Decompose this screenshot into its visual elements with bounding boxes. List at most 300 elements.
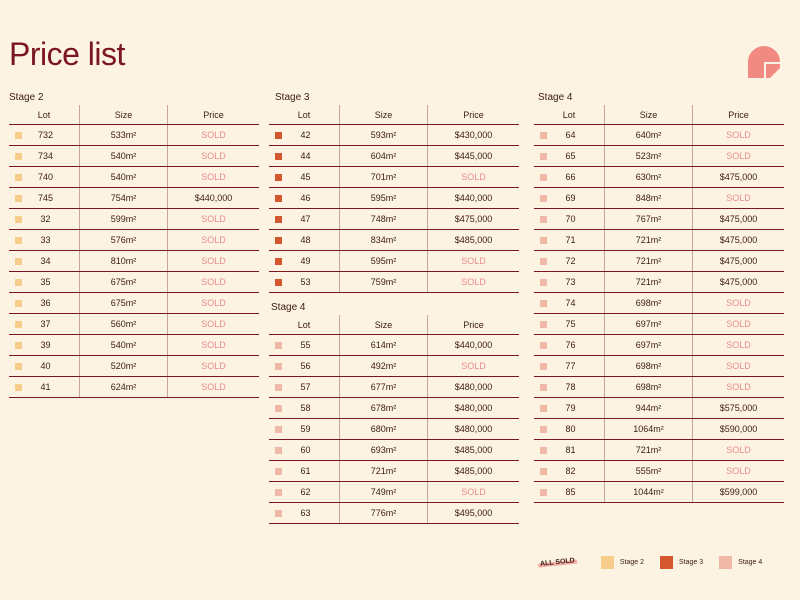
size-header: Size — [79, 105, 168, 124]
table-row — [9, 377, 259, 398]
stage-swatch — [15, 363, 22, 370]
size-cell: 604m² — [339, 146, 428, 166]
size-cell: 523m² — [604, 146, 693, 166]
lot-cell — [269, 146, 339, 166]
lot-number: 71 — [565, 235, 576, 245]
table-row — [269, 356, 519, 377]
stage-swatch — [275, 132, 282, 139]
size-cell: 721m² — [604, 440, 693, 460]
lot-number: 70 — [565, 214, 576, 224]
lot-number: 81 — [565, 445, 576, 455]
lot-number: 79 — [565, 403, 576, 413]
stage-swatch — [275, 489, 282, 496]
lot-number: 740 — [37, 172, 54, 182]
lot-cell — [534, 251, 604, 271]
table-row — [9, 293, 259, 314]
table-row — [534, 167, 784, 188]
lot-cell — [534, 419, 604, 439]
lot-cell — [269, 335, 339, 355]
size-header: Size — [339, 315, 428, 334]
table-header — [9, 105, 259, 125]
size-cell: 1064m² — [604, 419, 693, 439]
lot-cell — [9, 314, 79, 334]
table-row — [9, 167, 259, 188]
table-row — [534, 440, 784, 461]
price-cell: SOLD — [201, 319, 226, 329]
table-row — [534, 146, 784, 167]
lot-header: Lot — [297, 109, 311, 120]
size-cell: 678m² — [339, 398, 428, 418]
lot-header: Lot — [37, 109, 51, 120]
stage-swatch — [540, 300, 547, 307]
price-cell: SOLD — [726, 445, 751, 455]
lot-number: 41 — [40, 382, 51, 392]
size-cell: 767m² — [604, 209, 693, 229]
price-cell: SOLD — [726, 298, 751, 308]
price-cell: SOLD — [461, 277, 486, 287]
table-row — [9, 314, 259, 335]
size-cell: 675m² — [79, 293, 168, 313]
table-header — [269, 105, 519, 125]
table-row — [534, 125, 784, 146]
table-row — [534, 188, 784, 209]
lot-cell — [534, 440, 604, 460]
lot-cell — [269, 356, 339, 376]
legend-item-stage3 — [660, 556, 703, 569]
table-row — [534, 356, 784, 377]
stage4-title: Stage 4 — [271, 302, 306, 313]
price-cell: SOLD — [201, 361, 226, 371]
table-row — [269, 188, 519, 209]
lot-number: 85 — [565, 487, 576, 497]
price-cell: SOLD — [461, 256, 486, 266]
lot-cell — [269, 377, 339, 397]
price-cell: $495,000 — [454, 508, 493, 518]
lot-number: 59 — [300, 424, 311, 434]
stage-swatch — [540, 342, 547, 349]
size-cell: 810m² — [79, 251, 168, 271]
lot-number: 40 — [40, 361, 51, 371]
price-cell: SOLD — [461, 487, 486, 497]
lot-cell — [269, 125, 339, 145]
table-row — [534, 272, 784, 293]
lot-cell — [534, 146, 604, 166]
lot-number: 58 — [300, 403, 311, 413]
table-row — [269, 461, 519, 482]
size-cell: 533m² — [79, 125, 168, 145]
legend-label: Stage 3 — [679, 558, 704, 566]
table-row — [9, 125, 259, 146]
lot-cell — [534, 230, 604, 250]
table-row — [269, 125, 519, 146]
price-cell: SOLD — [726, 319, 751, 329]
table-row — [269, 482, 519, 503]
lot-cell — [269, 209, 339, 229]
stage-swatch — [540, 216, 547, 223]
price-header: Price — [203, 110, 224, 120]
stage-swatch — [15, 342, 22, 349]
table-row — [269, 167, 519, 188]
lot-cell — [534, 209, 604, 229]
price-header: Price — [463, 320, 484, 330]
stage-swatch — [275, 468, 282, 475]
stage-swatch — [15, 216, 22, 223]
price-cell: SOLD — [726, 382, 751, 392]
lot-number: 66 — [565, 172, 576, 182]
stage-swatch — [540, 279, 547, 286]
size-cell: 721m² — [604, 272, 693, 292]
stage-swatch — [540, 237, 547, 244]
stage2-swatch — [601, 556, 614, 569]
price-cell: $485,000 — [454, 445, 493, 455]
table-row — [534, 314, 784, 335]
size-cell: 698m² — [604, 377, 693, 397]
size-cell: 520m² — [79, 356, 168, 376]
stage-swatch — [15, 132, 22, 139]
lot-cell — [269, 461, 339, 481]
price-cell: $475,000 — [719, 214, 758, 224]
legend — [538, 555, 778, 569]
stage-swatch — [275, 510, 282, 517]
price-cell: $440,000 — [454, 193, 493, 203]
table-row — [269, 440, 519, 461]
lot-number: 46 — [300, 193, 311, 203]
stage-swatch — [275, 405, 282, 412]
lot-number: 47 — [300, 214, 311, 224]
price-cell: SOLD — [726, 340, 751, 350]
price-cell: $475,000 — [719, 235, 758, 245]
lot-cell — [269, 503, 339, 523]
lot-cell — [9, 377, 79, 397]
price-cell: SOLD — [201, 256, 226, 266]
lot-cell — [269, 272, 339, 292]
all-sold-badge: ALL SOLD — [538, 555, 578, 568]
size-cell: 630m² — [604, 167, 693, 187]
table-row — [269, 251, 519, 272]
price-cell: SOLD — [201, 298, 226, 308]
lot-number: 72 — [565, 256, 576, 266]
table-row — [534, 230, 784, 251]
stage-swatch — [15, 174, 22, 181]
price-cell: $430,000 — [454, 130, 493, 140]
lot-number: 45 — [300, 172, 311, 182]
lot-number: 60 — [300, 445, 311, 455]
lot-header: Lot — [297, 319, 311, 330]
stage-swatch — [540, 153, 547, 160]
lot-cell — [534, 167, 604, 187]
lot-cell — [269, 251, 339, 271]
price-cell: SOLD — [201, 151, 226, 161]
lot-number: 35 — [40, 277, 51, 287]
lot-cell — [534, 461, 604, 481]
stage-swatch — [15, 300, 22, 307]
stage-swatch — [275, 363, 282, 370]
lot-number: 76 — [565, 340, 576, 350]
table-row — [534, 251, 784, 272]
table-row — [534, 398, 784, 419]
size-cell: 721m² — [604, 251, 693, 271]
price-cell: $575,000 — [719, 403, 758, 413]
lot-cell — [9, 209, 79, 229]
lot-number: 56 — [300, 361, 311, 371]
table-row — [534, 482, 784, 503]
stage-swatch — [15, 279, 22, 286]
stage-swatch — [540, 132, 547, 139]
size-cell: 540m² — [79, 335, 168, 355]
size-cell: 540m² — [79, 167, 168, 187]
lot-cell — [534, 482, 604, 502]
stage4-middle-table — [269, 301, 519, 524]
price-cell: SOLD — [726, 193, 751, 203]
lot-number: 48 — [300, 235, 311, 245]
lot-cell — [269, 482, 339, 502]
lot-number: 37 — [40, 319, 51, 329]
size-cell: 944m² — [604, 398, 693, 418]
stage-swatch — [15, 153, 22, 160]
lot-number: 57 — [300, 382, 311, 392]
lot-cell — [9, 230, 79, 250]
lot-number: 42 — [300, 130, 311, 140]
stage4-right-table — [534, 91, 784, 503]
price-cell: SOLD — [726, 130, 751, 140]
stage-swatch — [275, 447, 282, 454]
size-cell: 698m² — [604, 356, 693, 376]
stage3-title: Stage 3 — [275, 92, 310, 103]
lot-cell — [534, 272, 604, 292]
table-row — [9, 356, 259, 377]
lot-number: 53 — [300, 277, 311, 287]
stage-swatch — [540, 321, 547, 328]
lot-number: 39 — [40, 340, 51, 350]
table-row — [269, 209, 519, 230]
legend-label: Stage 4 — [738, 558, 763, 566]
price-cell: $475,000 — [719, 277, 758, 287]
lot-number: 64 — [565, 130, 576, 140]
lot-cell — [534, 125, 604, 145]
price-header: Price — [463, 110, 484, 120]
lot-cell — [534, 356, 604, 376]
price-cell: SOLD — [201, 214, 226, 224]
lot-number: 49 — [300, 256, 311, 266]
price-cell: SOLD — [461, 172, 486, 182]
table-row — [269, 503, 519, 524]
lot-cell — [534, 293, 604, 313]
table-row — [269, 335, 519, 356]
stage-swatch — [540, 174, 547, 181]
lot-cell — [269, 188, 339, 208]
table-row — [534, 461, 784, 482]
size-cell: 697m² — [604, 314, 693, 334]
price-cell: SOLD — [726, 466, 751, 476]
size-cell: 749m² — [339, 482, 428, 502]
size-cell: 759m² — [339, 272, 428, 292]
table-row — [534, 293, 784, 314]
lot-cell — [534, 335, 604, 355]
size-cell: 640m² — [604, 125, 693, 145]
lot-cell — [9, 167, 79, 187]
lot-number: 33 — [40, 235, 51, 245]
stage-swatch — [540, 489, 547, 496]
price-cell: SOLD — [461, 361, 486, 371]
price-cell: SOLD — [201, 382, 226, 392]
lot-header: Lot — [562, 109, 576, 120]
table-row — [534, 335, 784, 356]
lot-number: 55 — [300, 340, 311, 350]
stage4-swatch — [719, 556, 732, 569]
price-cell: SOLD — [201, 172, 226, 182]
size-cell: 599m² — [79, 209, 168, 229]
lot-number: 65 — [565, 151, 576, 161]
lot-cell — [269, 419, 339, 439]
stage-swatch — [275, 216, 282, 223]
stage2-title: Stage 2 — [9, 92, 44, 103]
legend-item-stage2 — [601, 556, 644, 569]
size-cell: 675m² — [79, 272, 168, 292]
size-cell: 576m² — [79, 230, 168, 250]
price-cell: $475,000 — [454, 214, 493, 224]
stage-swatch — [540, 363, 547, 370]
size-cell: 1044m² — [604, 482, 693, 502]
stage-swatch — [15, 258, 22, 265]
price-header: Price — [728, 110, 749, 120]
stage-swatch — [275, 174, 282, 181]
lot-cell — [9, 188, 79, 208]
lot-number: 44 — [300, 151, 311, 161]
stage2-table — [9, 91, 259, 398]
size-cell: 677m² — [339, 377, 428, 397]
stage-swatch — [275, 279, 282, 286]
price-cell: $599,000 — [719, 487, 758, 497]
lot-number: 745 — [37, 193, 54, 203]
table-row — [534, 377, 784, 398]
lot-number: 82 — [565, 466, 576, 476]
stage-swatch — [540, 384, 547, 391]
price-cell: $480,000 — [454, 424, 493, 434]
table-row — [9, 209, 259, 230]
stage-swatch — [540, 447, 547, 454]
table-header — [534, 105, 784, 125]
price-cell: $475,000 — [719, 256, 758, 266]
lot-cell — [269, 230, 339, 250]
table-row — [9, 251, 259, 272]
lot-cell — [534, 377, 604, 397]
stage-swatch — [275, 237, 282, 244]
size-cell: 693m² — [339, 440, 428, 460]
size-cell: 754m² — [79, 188, 168, 208]
lot-cell — [534, 188, 604, 208]
stage-swatch — [15, 321, 22, 328]
stage4-title: Stage 4 — [538, 92, 573, 103]
brand-logo-icon — [746, 44, 782, 80]
size-cell: 701m² — [339, 167, 428, 187]
price-cell: $480,000 — [454, 403, 493, 413]
stage-swatch — [275, 342, 282, 349]
price-cell: $480,000 — [454, 382, 493, 392]
stage-swatch — [275, 258, 282, 265]
lot-number: 69 — [565, 193, 576, 203]
lot-number: 732 — [37, 130, 54, 140]
table-row — [9, 335, 259, 356]
stage-swatch — [275, 384, 282, 391]
size-cell: 614m² — [339, 335, 428, 355]
price-cell: $485,000 — [454, 466, 493, 476]
size-cell: 595m² — [339, 188, 428, 208]
size-cell: 848m² — [604, 188, 693, 208]
size-cell: 492m² — [339, 356, 428, 376]
stage3-table — [269, 91, 519, 293]
stage-swatch — [540, 258, 547, 265]
size-cell: 721m² — [339, 461, 428, 481]
size-cell: 698m² — [604, 293, 693, 313]
size-cell: 776m² — [339, 503, 428, 523]
size-cell: 593m² — [339, 125, 428, 145]
size-cell: 721m² — [604, 230, 693, 250]
table-row — [269, 377, 519, 398]
lot-cell — [534, 314, 604, 334]
size-cell: 697m² — [604, 335, 693, 355]
lot-number: 34 — [40, 256, 51, 266]
stage-swatch — [15, 195, 22, 202]
table-row — [9, 146, 259, 167]
table-row — [269, 272, 519, 293]
price-cell: SOLD — [201, 130, 226, 140]
stage-swatch — [540, 426, 547, 433]
table-row — [9, 188, 259, 209]
lot-cell — [9, 146, 79, 166]
table-row — [9, 272, 259, 293]
table-row — [9, 230, 259, 251]
size-cell: 834m² — [339, 230, 428, 250]
table-row — [269, 419, 519, 440]
size-cell: 680m² — [339, 419, 428, 439]
legend-item-stage4 — [719, 556, 762, 569]
stage-swatch — [275, 426, 282, 433]
price-cell: $590,000 — [719, 424, 758, 434]
lot-cell — [9, 272, 79, 292]
lot-number: 73 — [565, 277, 576, 287]
size-header: Size — [604, 105, 693, 124]
lot-number: 77 — [565, 361, 576, 371]
lot-number: 734 — [37, 151, 54, 161]
stage-swatch — [275, 153, 282, 160]
size-header: Size — [339, 105, 428, 124]
price-cell: SOLD — [726, 361, 751, 371]
price-cell: SOLD — [201, 277, 226, 287]
stage-swatch — [540, 468, 547, 475]
stage-swatch — [15, 384, 22, 391]
price-cell: SOLD — [726, 151, 751, 161]
lot-number: 62 — [300, 487, 311, 497]
size-cell: 560m² — [79, 314, 168, 334]
price-cell: $475,000 — [719, 172, 758, 182]
size-cell: 555m² — [604, 461, 693, 481]
lot-cell — [9, 125, 79, 145]
lot-number: 80 — [565, 424, 576, 434]
lot-cell — [9, 356, 79, 376]
lot-cell — [9, 293, 79, 313]
lot-cell — [269, 167, 339, 187]
lot-number: 75 — [565, 319, 576, 329]
legend-label: Stage 2 — [619, 558, 645, 566]
price-cell: $440,000 — [194, 193, 233, 203]
table-row — [534, 419, 784, 440]
price-cell: SOLD — [201, 340, 226, 350]
lot-cell — [269, 398, 339, 418]
stage3-swatch — [660, 556, 673, 569]
lot-number: 32 — [40, 214, 51, 224]
price-cell: $485,000 — [454, 235, 493, 245]
size-cell: 624m² — [79, 377, 168, 397]
